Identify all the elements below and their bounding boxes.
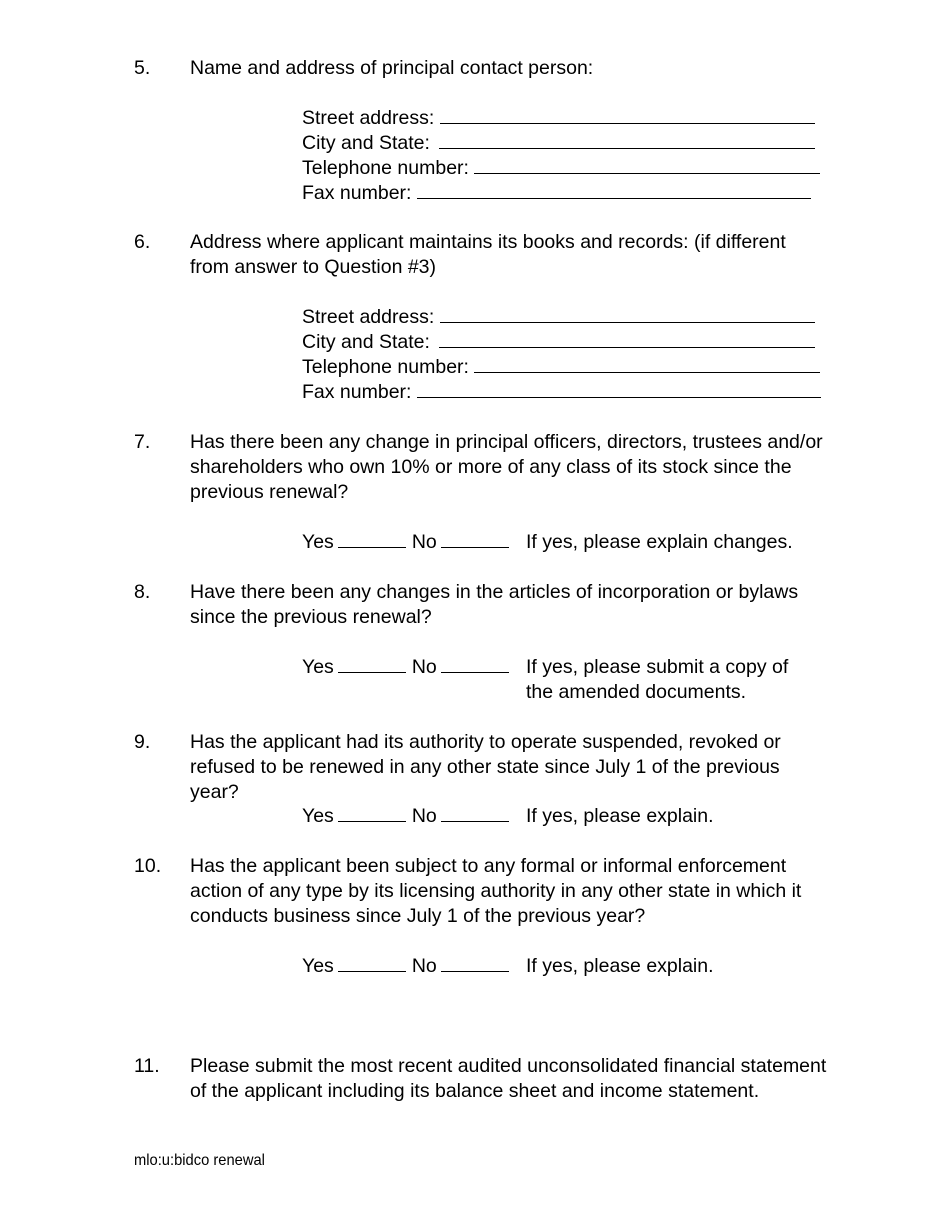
question-text: Name and address of principal contact person: xyxy=(190,57,594,79)
no-label: No xyxy=(411,531,437,553)
field-label: Street address: xyxy=(302,306,435,328)
question-number: 9. xyxy=(134,731,151,753)
city-state-field[interactable] xyxy=(302,131,820,156)
street-address-field[interactable] xyxy=(302,106,820,131)
city-state-blank[interactable] xyxy=(439,330,815,348)
city-state-blank[interactable] xyxy=(439,131,815,149)
fax-blank[interactable] xyxy=(417,380,821,398)
field-label: Telephone number: xyxy=(302,157,469,179)
question-number: 6. xyxy=(134,231,151,253)
question-text: Have there been any changes in the articles of incorporation or bylaws since the previous renewal? xyxy=(190,581,799,628)
explain-note: If yes, please submit a copy of the amended documents. xyxy=(526,656,789,703)
street-address-blank[interactable] xyxy=(440,305,815,323)
books-records-address-fields xyxy=(302,305,821,405)
telephone-blank[interactable] xyxy=(474,355,820,373)
yes-blank[interactable] xyxy=(338,804,406,822)
explain-note: If yes, please explain. xyxy=(526,955,714,977)
yes-blank[interactable] xyxy=(338,655,406,673)
field-label: City and State: xyxy=(302,132,430,154)
yes-blank[interactable] xyxy=(338,530,406,548)
no-label: No xyxy=(411,955,437,977)
contact-address-fields xyxy=(302,106,820,206)
no-label: No xyxy=(411,805,437,827)
telephone-field[interactable] xyxy=(302,355,821,380)
field-label: Fax number: xyxy=(302,381,412,403)
yes-no-row xyxy=(302,530,793,555)
telephone-blank[interactable] xyxy=(474,156,820,174)
yes-label: Yes xyxy=(302,805,334,827)
fax-field[interactable] xyxy=(302,181,820,206)
question-text: Address where applicant maintains its books and records: (if different from answer to Question #3) xyxy=(190,231,786,278)
street-address-field[interactable] xyxy=(302,305,821,330)
no-blank[interactable] xyxy=(441,954,509,972)
yes-blank[interactable] xyxy=(338,954,406,972)
fax-blank[interactable] xyxy=(417,181,811,199)
yes-label: Yes xyxy=(302,955,334,977)
explain-note: If yes, please explain. xyxy=(526,805,714,827)
question-number: 10. xyxy=(134,855,162,877)
field-label: Street address: xyxy=(302,107,435,129)
no-blank[interactable] xyxy=(441,530,509,548)
question-text: Has the applicant been subject to any formal or informal enforcement action of any type by its licensing authority in any other state in which it conducts business since July 1 of the previous year? xyxy=(190,855,802,927)
question-text: Has there been any change in principal officers, directors, trustees and/or shareholders who own 10% or more of any class of its stock since the previous renewal? xyxy=(190,431,823,503)
city-state-field[interactable] xyxy=(302,330,821,355)
no-label: No xyxy=(411,656,437,678)
yes-no-row xyxy=(302,954,714,979)
question-text: Please submit the most recent audited unconsolidated financial statement of the applicant including its balance sheet and income statement. xyxy=(190,1055,827,1102)
field-label: City and State: xyxy=(302,331,430,353)
footer-form-code: mlo:u:bidco renewal xyxy=(134,1152,265,1169)
field-label: Telephone number: xyxy=(302,356,469,378)
yes-label: Yes xyxy=(302,531,334,553)
yes-label: Yes xyxy=(302,656,334,678)
field-label: Fax number: xyxy=(302,182,412,204)
explain-note: If yes, please explain changes. xyxy=(526,531,793,553)
no-blank[interactable] xyxy=(441,804,509,822)
question-number: 11. xyxy=(134,1055,160,1077)
fax-field[interactable] xyxy=(302,380,821,405)
question-number: 5. xyxy=(134,57,151,79)
yes-no-row xyxy=(302,804,714,829)
no-blank[interactable] xyxy=(441,655,509,673)
telephone-field[interactable] xyxy=(302,156,820,181)
street-address-blank[interactable] xyxy=(440,106,815,124)
yes-no-row xyxy=(302,655,789,703)
question-number: 8. xyxy=(134,581,151,603)
question-number: 7. xyxy=(134,431,151,453)
question-text: Has the applicant had its authority to operate suspended, revoked or refused to be renewed in any other state since July 1 of the previous year? xyxy=(190,731,781,803)
